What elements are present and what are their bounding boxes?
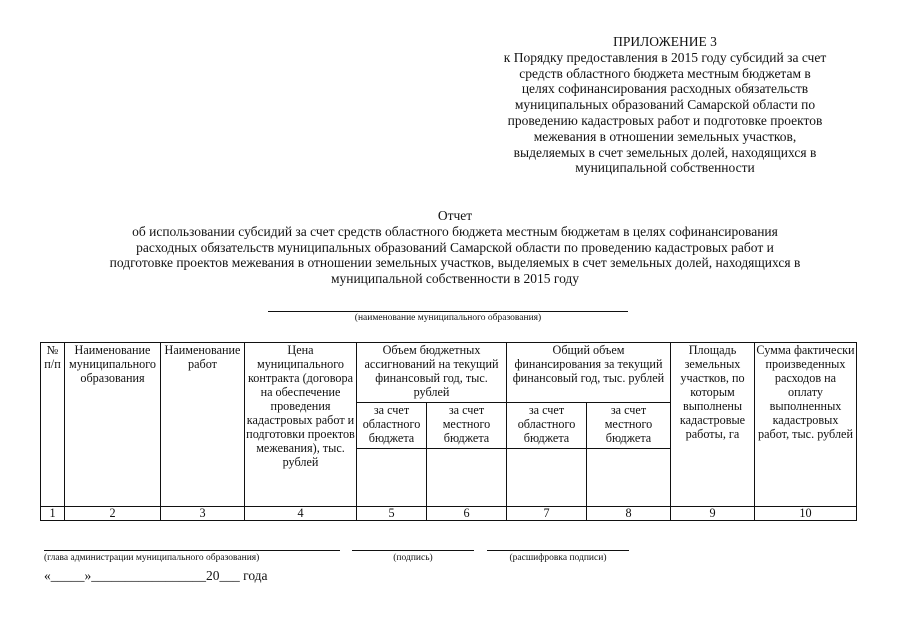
column-number: 10 <box>755 507 857 521</box>
column-number: 4 <box>245 507 357 521</box>
empty-cell <box>507 449 587 507</box>
appendix-header <box>470 34 860 176</box>
appendix-line: муниципальной собственности <box>575 160 755 176</box>
empty-cell <box>357 449 427 507</box>
header-budget-regional: за счет областного бюджета <box>357 403 427 449</box>
appendix-line: муниципальных образований Самарской области по <box>514 97 816 113</box>
report-subtitle-line: об использовании субсидий за счет средств областного бюджета местным бюджетам в целях софинансирования <box>132 223 778 239</box>
report-title: Отчет <box>437 208 473 223</box>
column-number: 3 <box>161 507 245 521</box>
appendix-line: к Порядку предоставления в 2015 году субсидий за счет <box>503 49 827 65</box>
header-area: Площадь земельных участков, по которым выполнены кадастровые работы, га <box>671 343 755 507</box>
header-num: № п/п <box>41 343 65 507</box>
column-number: 9 <box>671 507 755 521</box>
signature-caption: (подпись) <box>393 553 433 563</box>
signature-line <box>352 550 474 551</box>
municipality-name-caption: (наименование муниципального образования) <box>354 313 542 323</box>
report-table <box>40 342 857 521</box>
empty-cell <box>427 449 507 507</box>
report-title-block <box>30 208 880 287</box>
appendix-line: проведению кадастровых работ и подготовке проектов <box>507 112 823 128</box>
header-budget-volume: Объем бюджетных ассигнований на текущий финансовый год, тыс. рублей <box>357 343 507 403</box>
appendix-line: целях софинансирования расходных обязательств <box>521 81 809 97</box>
appendix-line: выделяемых в счет земельных долей, находящихся в <box>513 144 817 160</box>
head-caption: (глава администрации муниципального образования) <box>44 553 260 563</box>
report-subtitle-line: расходных обязательств муниципальных образований Самарской области по проведению кадастровых работ и <box>136 239 774 255</box>
appendix-title: ПРИЛОЖЕНИЕ 3 <box>613 34 717 49</box>
report-subtitle-line: подготовке проектов межевания в отношении земельных участков, выделяемых в счет земельных долей, находящихся в <box>109 255 801 271</box>
decode-signature-line <box>487 550 629 551</box>
empty-cell <box>587 449 671 507</box>
head-signature-line <box>44 550 340 551</box>
header-actual-expenses: Сумма фактически произведенных расходов на оплату выполненных кадастровых работ, тыс. рублей <box>755 343 857 507</box>
header-financing-regional: за счет областного бюджета <box>507 403 587 449</box>
municipality-name-line <box>268 311 628 312</box>
column-number: 7 <box>507 507 587 521</box>
appendix-line: средств областного бюджета местным бюджетам в <box>519 65 811 81</box>
column-number: 1 <box>41 507 65 521</box>
header-municipality: Наименование муниципального образования <box>65 343 161 507</box>
column-number: 6 <box>427 507 507 521</box>
decode-caption: (расшифровка подписи) <box>509 553 607 563</box>
header-budget-local: за счет местного бюджета <box>427 403 507 449</box>
column-number: 2 <box>65 507 161 521</box>
header-works: Наименование работ <box>161 343 245 507</box>
date-line: «_____»_________________20___ года <box>44 568 268 583</box>
column-number: 8 <box>587 507 671 521</box>
header-financing-volume: Общий объем финансирования за текущий финансовый год, тыс. рублей <box>507 343 671 403</box>
report-subtitle-line: муниципальной собственности в 2015 году <box>330 271 580 287</box>
header-contract-price: Цена муниципального контракта (договора на обеспечение проведения кадастровых работ и подготовки проектов межевания), тыс. рублей <box>245 343 357 507</box>
appendix-line: межевания в отношении земельных участков, <box>533 128 797 144</box>
header-financing-local: за счет местного бюджета <box>587 403 671 449</box>
column-number: 5 <box>357 507 427 521</box>
column-number-row <box>41 507 857 521</box>
